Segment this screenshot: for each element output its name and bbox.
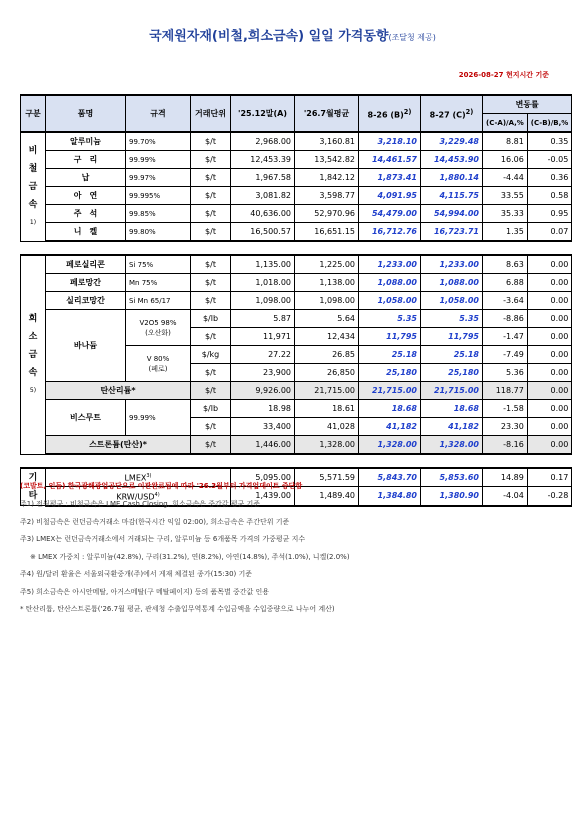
item-spec: V 80% (페로) — [126, 346, 191, 382]
cell-c: 5,853.60 — [421, 468, 483, 487]
cell-c: 41,182 — [421, 418, 483, 436]
header-item: 품명 — [46, 95, 126, 132]
cell-c: 54,994.00 — [421, 205, 483, 223]
cell-ca: -4.44 — [483, 169, 528, 187]
header-avg: '26.7월평균 — [295, 95, 359, 132]
item-name: 알루미늄 — [46, 132, 126, 151]
cell-ca: 8.81 — [483, 132, 528, 151]
group-label: 비 철 금 속 1) — [21, 132, 46, 241]
cell-b: 1,088.00 — [359, 274, 421, 292]
header-b: 8-26 $(B)^{2)}$ — [359, 95, 421, 132]
item-name: 주 석 — [46, 205, 126, 223]
cell-cb: -0.05 — [527, 151, 572, 169]
table-row — [21, 255, 572, 274]
cell-ca: -4.04 — [483, 487, 528, 506]
item-unit: $/t — [191, 292, 231, 310]
item-spec: 99.99% — [126, 400, 191, 436]
cell-c: 21,715.00 — [421, 382, 483, 400]
note-line: * 탄산리튬, 탄산스트론튬('26.7월 평균, 관세청 수출입무역통계 수입금액을 수입중량으로 나누어 계산) — [20, 605, 335, 613]
cell-b: 5,843.70 — [359, 468, 421, 487]
cell-ca: 16.06 — [483, 151, 528, 169]
cell-c: 1,380.90 — [421, 487, 483, 506]
cell-b: 1,233.00 — [359, 255, 421, 274]
table-row — [21, 187, 572, 205]
item-spec: 99.80% — [126, 223, 191, 242]
item-name: LMEX$^{3)}$ — [46, 468, 231, 487]
item-unit: $/t — [191, 223, 231, 242]
price-table — [20, 94, 572, 507]
cell-a: 33,400 — [231, 418, 295, 436]
cell-avg: 1,489.40 — [295, 487, 359, 506]
item-unit: $/t — [191, 418, 231, 436]
item-name: 비스무트 — [46, 400, 126, 436]
date-note: 2026-08-27 현지시간 기준 — [458, 71, 549, 79]
cell-b: 1,384.80 — [359, 487, 421, 506]
cell-b: 25,180 — [359, 364, 421, 382]
cell-b: 3,218.10 — [359, 132, 421, 151]
cell-b: 1,873.41 — [359, 169, 421, 187]
notice: (코발트, 인듐) 한국광해광업공단으로 이관완료됨에 따라 '26.3월부터 가격업데이트 중단함 — [20, 482, 303, 490]
item-name: 페로망간 — [46, 274, 126, 292]
cell-cb: -0.28 — [527, 487, 572, 506]
cell-a: 5.87 — [231, 310, 295, 328]
cell-avg: 41,028 — [295, 418, 359, 436]
table-row — [21, 382, 572, 400]
cell-ca: 6.88 — [483, 274, 528, 292]
item-unit: $/lb — [191, 310, 231, 328]
cell-a: 1,135.00 — [231, 255, 295, 274]
item-unit: $/t — [191, 364, 231, 382]
cell-c: 14,453.90 — [421, 151, 483, 169]
item-unit: $/lb — [191, 400, 231, 418]
cell-c: 4,115.75 — [421, 187, 483, 205]
cell-avg: 13,542.82 — [295, 151, 359, 169]
cell-a: 11,971 — [231, 328, 295, 346]
cell-a: 3,081.82 — [231, 187, 295, 205]
cell-ca: 35.33 — [483, 205, 528, 223]
cell-c: 16,723.71 — [421, 223, 483, 242]
title-source: (조달청 제공) — [388, 33, 436, 42]
item-name: 스트론튬(탄산)* — [46, 436, 191, 455]
item-unit: $/t — [191, 382, 231, 400]
cell-b: 21,715.00 — [359, 382, 421, 400]
cell-b: 16,712.76 — [359, 223, 421, 242]
note-line: 주3) LMEX는 런던금속거래소에서 거래되는 구리, 알루미늄 등 6개품목 가격의 가중평균 지수 — [20, 535, 306, 543]
cell-a: 12,453.39 — [231, 151, 295, 169]
notes — [20, 496, 350, 619]
table-row — [21, 132, 572, 151]
cell-avg: 1,138.00 — [295, 274, 359, 292]
cell-ca: -8.16 — [483, 436, 528, 455]
note-line: 주1) 전월평균 : 비철금속은 LME Cash Closing, 희소금속은 중간값 평균 기준 — [20, 500, 260, 508]
item-name: 납 — [46, 169, 126, 187]
item-spec: 99.995% — [126, 187, 191, 205]
cell-ca: 33.55 — [483, 187, 528, 205]
item-unit: $/t — [191, 328, 231, 346]
header-change: 변동률 — [483, 95, 572, 114]
cell-avg: 5,571.59 — [295, 468, 359, 487]
header-cb: (C-B)/B,% — [527, 114, 572, 133]
cell-cb: 0.35 — [527, 132, 572, 151]
cell-ca: -8.86 — [483, 310, 528, 328]
cell-avg: 16,651.15 — [295, 223, 359, 242]
item-unit: $/t — [191, 187, 231, 205]
cell-cb: 0.36 — [527, 169, 572, 187]
item-unit: $/t — [191, 151, 231, 169]
cell-cb: 0.00 — [527, 274, 572, 292]
cell-ca: -7.49 — [483, 346, 528, 364]
item-spec: Si Mn 65/17 — [126, 292, 191, 310]
cell-b: 14,461.57 — [359, 151, 421, 169]
item-name: 구 리 — [46, 151, 126, 169]
cell-cb: 0.58 — [527, 187, 572, 205]
item-spec: 99.70% — [126, 132, 191, 151]
item-unit: $/t — [191, 132, 231, 151]
cell-a: 27.22 — [231, 346, 295, 364]
header-c: 8-27 $(C)^{2)}$ — [421, 95, 483, 132]
cell-b: 25.18 — [359, 346, 421, 364]
cell-avg: 1,842.12 — [295, 169, 359, 187]
table-row — [21, 274, 572, 292]
note-line: ※ LMEX 가중치 : 알루미늄(42.8%), 구리(31.2%), 연(8.2%), 아연(14.8%), 주석(1.0%), 니켈(2.0%) — [30, 552, 350, 561]
cell-b: 54,479.00 — [359, 205, 421, 223]
cell-a: 18.98 — [231, 400, 295, 418]
cell-avg: 3,160.81 — [295, 132, 359, 151]
note-line: 주4) 원/달러 환율은 서울외국환중개(주)에서 게재 체결된 종가(15:30) 기준 — [20, 570, 253, 578]
cell-a: 2,968.00 — [231, 132, 295, 151]
item-spec: 99.85% — [126, 205, 191, 223]
table-row — [21, 310, 572, 328]
cell-c: 25.18 — [421, 346, 483, 364]
header-row — [21, 95, 572, 114]
note-line: 주2) 비철금속은 런던금속거래소 마감(한국시간 익일 02:00), 희소금속은 주간단위 기준 — [20, 517, 290, 526]
table-row — [21, 223, 572, 242]
cell-c: 25,180 — [421, 364, 483, 382]
cell-cb: 0.00 — [527, 418, 572, 436]
item-unit: $/t — [191, 255, 231, 274]
header-ca: (C-A)/A,% — [483, 114, 528, 133]
cell-cb: 0.00 — [527, 436, 572, 455]
cell-a: 1,967.58 — [231, 169, 295, 187]
cell-cb: 0.17 — [527, 468, 572, 487]
table-row — [21, 205, 572, 223]
cell-ca: -3.64 — [483, 292, 528, 310]
cell-c: 1,233.00 — [421, 255, 483, 274]
item-name: 니 켈 — [46, 223, 126, 242]
header-a: '25.12말(A) — [231, 95, 295, 132]
cell-avg: 3,598.77 — [295, 187, 359, 205]
item-name: 탄산리튬* — [46, 382, 191, 400]
cell-ca: 118.77 — [483, 382, 528, 400]
cell-a: 40,636.00 — [231, 205, 295, 223]
cell-a: 23,900 — [231, 364, 295, 382]
header-group: 구분 — [21, 95, 46, 132]
cell-ca: -1.58 — [483, 400, 528, 418]
cell-cb: 0.00 — [527, 292, 572, 310]
cell-a: 1,439.00 — [231, 487, 295, 506]
cell-cb: 0.95 — [527, 205, 572, 223]
cell-b: 4,091.95 — [359, 187, 421, 205]
cell-avg: 1,225.00 — [295, 255, 359, 274]
table-row — [21, 169, 572, 187]
cell-c: 3,229.48 — [421, 132, 483, 151]
cell-cb: 0.00 — [527, 364, 572, 382]
item-spec: Mn 75% — [126, 274, 191, 292]
item-spec: Si 75% — [126, 255, 191, 274]
item-name: 페로실리콘 — [46, 255, 126, 274]
cell-cb: 0.00 — [527, 310, 572, 328]
cell-cb: 0.07 — [527, 223, 572, 242]
table-row — [21, 400, 572, 418]
cell-avg: 1,328.00 — [295, 436, 359, 455]
cell-avg: 12,434 — [295, 328, 359, 346]
cell-ca: 1.35 — [483, 223, 528, 242]
cell-c: 1,088.00 — [421, 274, 483, 292]
item-name: KRW/USD$^{4)}$ — [46, 487, 231, 506]
cell-cb: 0.00 — [527, 255, 572, 274]
item-unit: $/t — [191, 274, 231, 292]
cell-c: 5.35 — [421, 310, 483, 328]
cell-c: 11,795 — [421, 328, 483, 346]
item-spec: V2O5 98% (오산화) — [126, 310, 191, 346]
cell-avg: 18.61 — [295, 400, 359, 418]
cell-a: 1,098.00 — [231, 292, 295, 310]
cell-avg: 26,850 — [295, 364, 359, 382]
cell-a: 1,446.00 — [231, 436, 295, 455]
cell-a: 1,018.00 — [231, 274, 295, 292]
cell-cb: 0.00 — [527, 382, 572, 400]
item-name: 실리코망간 — [46, 292, 126, 310]
item-unit: $/t — [191, 205, 231, 223]
table-row — [21, 436, 572, 455]
item-spec: 99.99% — [126, 151, 191, 169]
cell-avg: 21,715.00 — [295, 382, 359, 400]
cell-c: 1,058.00 — [421, 292, 483, 310]
item-spec: 99.97% — [126, 169, 191, 187]
cell-ca: 5.36 — [483, 364, 528, 382]
cell-b: 41,182 — [359, 418, 421, 436]
cell-c: 1,328.00 — [421, 436, 483, 455]
cell-avg: 26.85 — [295, 346, 359, 364]
cell-a: 9,926.00 — [231, 382, 295, 400]
cell-a: 5,095.00 — [231, 468, 295, 487]
table-row — [21, 151, 572, 169]
header-unit: 거래단위 — [191, 95, 231, 132]
cell-cb: 0.00 — [527, 346, 572, 364]
cell-b: 11,795 — [359, 328, 421, 346]
note-line: 주5) 희소금속은 아시안메탈, 아거스메탈(구 메탈페이지) 등의 품목별 중간값 인용 — [20, 587, 270, 596]
cell-ca: 23.30 — [483, 418, 528, 436]
item-unit: $/kg — [191, 346, 231, 364]
cell-avg: 1,098.00 — [295, 292, 359, 310]
cell-b: 1,328.00 — [359, 436, 421, 455]
cell-cb: 0.00 — [527, 400, 572, 418]
cell-c: 18.68 — [421, 400, 483, 418]
cell-a: 16,500.57 — [231, 223, 295, 242]
cell-b: 18.68 — [359, 400, 421, 418]
table-row — [21, 292, 572, 310]
group-label: 기 타 — [21, 468, 46, 506]
cell-avg: 5.64 — [295, 310, 359, 328]
cell-ca: 14.89 — [483, 468, 528, 487]
cell-avg: 52,970.96 — [295, 205, 359, 223]
item-unit: $/t — [191, 436, 231, 455]
header-spec: 규격 — [126, 95, 191, 132]
cell-cb: 0.00 — [527, 328, 572, 346]
item-name: 바나듐 — [46, 310, 126, 382]
cell-b: 5.35 — [359, 310, 421, 328]
cell-c: 1,880.14 — [421, 169, 483, 187]
item-name: 아 연 — [46, 187, 126, 205]
cell-b: 1,058.00 — [359, 292, 421, 310]
cell-ca: 8.63 — [483, 255, 528, 274]
group-label: 희 소 금 속 5) — [21, 255, 46, 454]
cell-ca: -1.47 — [483, 328, 528, 346]
item-unit: $/t — [191, 169, 231, 187]
page-title: 국제원자재(비철,희소금속) 일일 가격동향(조달청 제공) — [149, 29, 436, 44]
